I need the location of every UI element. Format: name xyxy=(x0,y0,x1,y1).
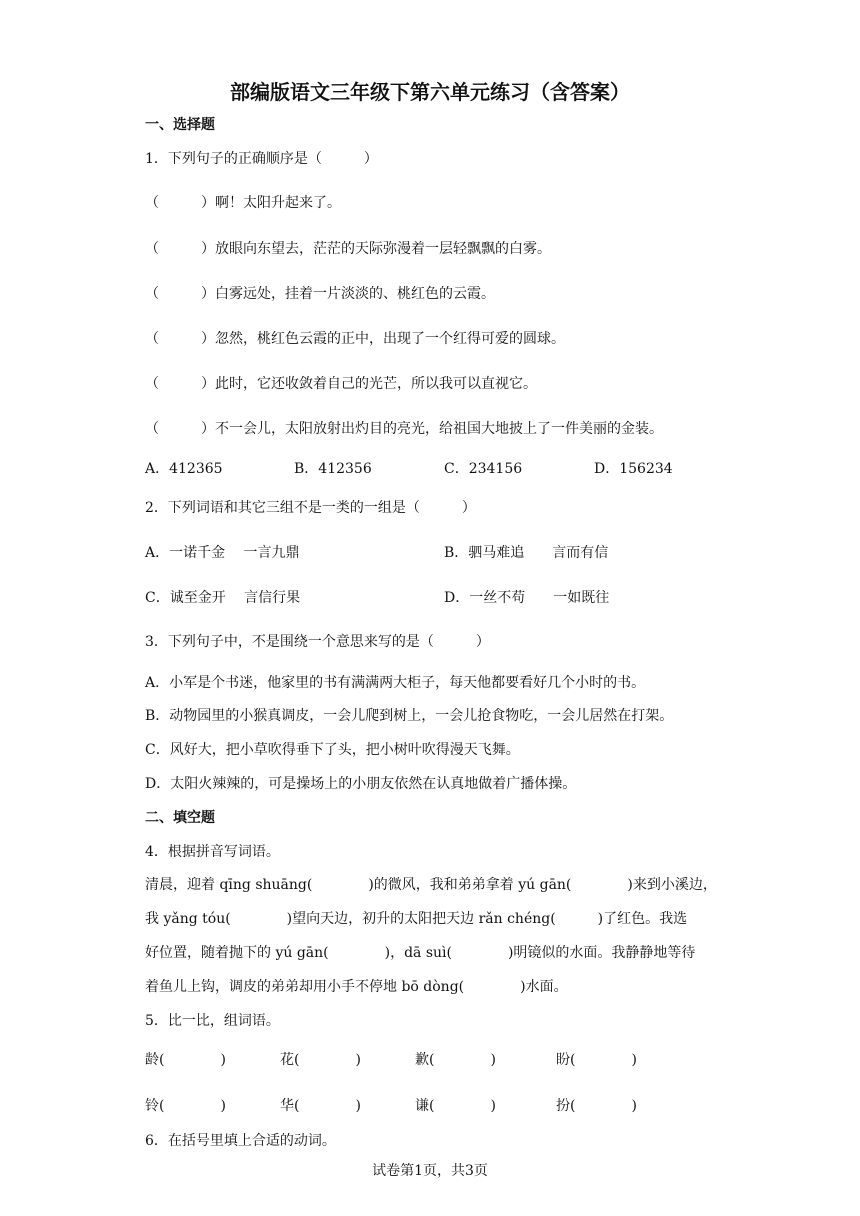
question-4-stem: 4．根据拼音写词语。 xyxy=(145,844,280,860)
question-2-option-c: C．诚至金开 言信行果 xyxy=(145,590,301,606)
question-1-option-c: C．234156 xyxy=(444,461,523,477)
question-2-option-d: D．一丝不苟 一如既往 xyxy=(444,590,610,606)
question-1-option-d: D．156234 xyxy=(594,461,673,477)
question-4-line: 着鱼儿上钩，调皮的弟弟却用小手不停地 bō dòng( )水面。 xyxy=(145,979,568,995)
question-5-item: 花( ) xyxy=(280,1052,361,1068)
question-5-item: 龄( ) xyxy=(145,1052,226,1068)
section-heading-fill: 二、填空题 xyxy=(145,810,215,826)
question-3-stem: 3．下列句子中，不是围绕一个意思来写的是（ ） xyxy=(145,634,490,650)
question-1-option-a: A．412365 xyxy=(145,461,223,477)
question-4-line: 好位置，随着抛下的 yú gān( )，dā suì( )明镜似的水面。我静静地等待 xyxy=(145,945,696,961)
question-1-line: （ ）白雾远处，挂着一片淡淡的、桃红色的云霞。 xyxy=(145,286,495,302)
question-1-stem: 1．下列句子的正确顺序是（ ） xyxy=(145,151,378,167)
question-5-item: 铃( ) xyxy=(145,1098,226,1114)
question-5-item: 盼( ) xyxy=(556,1052,637,1068)
question-1-option-b: B．412356 xyxy=(294,461,372,477)
question-1-line: （ ）啊！太阳升起来了。 xyxy=(145,195,341,211)
section-heading-choice: 一、选择题 xyxy=(145,117,215,133)
question-1-line: （ ）此时，它还收敛着自己的光芒，所以我可以直视它。 xyxy=(145,376,537,392)
question-3-option-c: C．风好大，把小草吹得垂下了头，把小树叶吹得漫天飞舞。 xyxy=(145,742,520,758)
question-1-line: （ ）不一会儿，太阳放射出灼目的亮光，给祖国大地披上了一件美丽的金装。 xyxy=(145,421,663,437)
question-4-line: 清晨，迎着 qīng shuāng( )的微风，我和弟弟拿着 yú gān( )来到小溪边， xyxy=(145,877,717,893)
question-2-option-a: A．一诺千金 一言九鼎 xyxy=(145,545,300,561)
question-5-item: 歉( ) xyxy=(415,1052,496,1068)
question-2-option-b: B．驷马难追 言而有信 xyxy=(444,545,609,561)
question-5-item: 华( ) xyxy=(280,1098,361,1114)
question-5-item: 扮( ) xyxy=(556,1098,637,1114)
question-5-item: 谦( ) xyxy=(415,1098,496,1114)
question-3-option-d: D．太阳火辣辣的，可是操场上的小朋友依然在认真地做着广播体操。 xyxy=(145,776,577,792)
question-1-line: （ ）忽然，桃红色云霞的正中，出现了一个红得可爱的圆球。 xyxy=(145,331,565,347)
question-2-stem: 2．下列词语和其它三组不是一类的一组是（ ） xyxy=(145,500,476,516)
question-4-line: 我 yǎng tóu( )望向天边，初升的太阳把天边 rǎn chéng( )了红色。我选 xyxy=(145,911,688,927)
question-6-stem: 6．在括号里填上合适的动词。 xyxy=(145,1133,336,1149)
question-3-option-a: A．小军是个书迷，他家里的书有满满两大柜子，每天他都要看好几个小时的书。 xyxy=(145,675,646,691)
question-1-line: （ ）放眼向东望去，茫茫的天际弥漫着一层轻飘飘的白雾。 xyxy=(145,241,551,257)
question-5-stem: 5．比一比，组词语。 xyxy=(145,1013,280,1029)
page-footer: 试卷第1页，共3页 xyxy=(372,1163,488,1179)
question-3-option-b: B．动物园里的小猴真调皮，一会儿爬到树上，一会儿抢食物吃，一会儿居然在打架。 xyxy=(145,708,674,724)
page-title: 部编版语文三年级下第六单元练习（含答案） xyxy=(230,80,630,104)
